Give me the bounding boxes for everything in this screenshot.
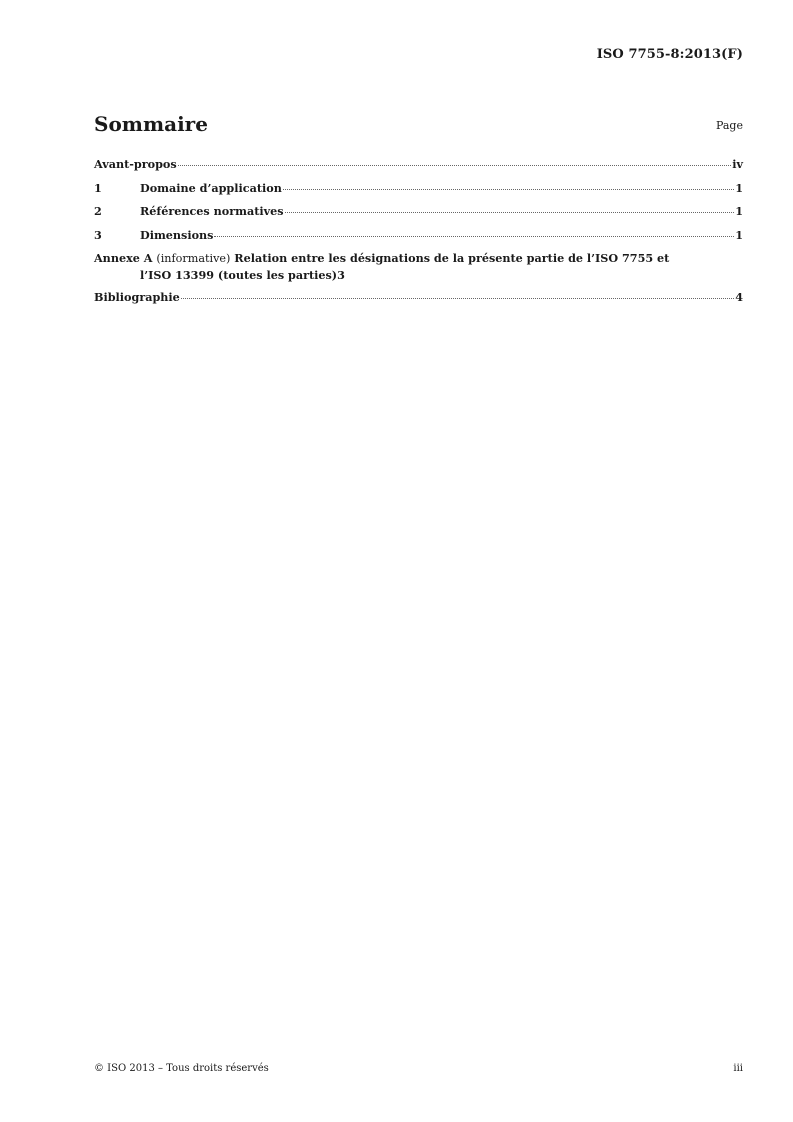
- toc-entry-label: Avant-propos: [94, 157, 177, 171]
- toc-header: [94, 111, 743, 141]
- dot-leader: [178, 155, 732, 166]
- toc-entry-label: Dimensions: [140, 227, 214, 242]
- toc-entry-page: 1: [735, 204, 743, 218]
- toc-entry-page: 4: [735, 290, 743, 304]
- toc-entry-annex-a[interactable]: [94, 250, 743, 283]
- annex-title-line2: [94, 267, 743, 283]
- toc-entry-number: 1: [94, 180, 102, 195]
- table-of-contents: [94, 156, 743, 313]
- dot-leader: [181, 288, 734, 299]
- toc-entry-label: Bibliographie: [94, 290, 180, 304]
- toc-entry-bibliographie[interactable]: [94, 289, 743, 313]
- annex-title-part1: Relation entre les désignations de la présente partie de l’ISO 7755 et: [234, 251, 670, 265]
- dot-leader: [283, 179, 734, 190]
- toc-entry-page: iv: [732, 157, 743, 171]
- toc-entry-number: 2: [94, 204, 102, 218]
- annex-title-line1: [94, 250, 743, 267]
- annex-title-part2: l’ISO 13399 (toutes les parties): [140, 268, 338, 282]
- annex-prefix: Annexe A: [94, 251, 153, 265]
- copyright-notice: © ISO 2013 – Tous droits réservés: [94, 1063, 269, 1074]
- page-number: iii: [733, 1063, 743, 1074]
- toc-entry-label: Domaine d’application: [140, 180, 282, 195]
- toc-entry-label: Références normatives: [140, 204, 284, 218]
- page-title: Sommaire: [94, 112, 208, 136]
- document-identifier: ISO 7755-8:2013(F): [596, 47, 743, 62]
- annex-qualifier: (informative): [156, 252, 231, 265]
- dot-leader: [285, 202, 735, 213]
- toc-entry-references[interactable]: [94, 203, 743, 227]
- toc-entry-page: 1: [735, 180, 743, 195]
- toc-entry-domaine[interactable]: [94, 180, 743, 204]
- toc-entry-number: 3: [94, 227, 102, 242]
- toc-entry-dimensions[interactable]: [94, 227, 743, 251]
- toc-entry-page: 1: [735, 227, 743, 242]
- dot-leader: [214, 226, 734, 237]
- page-column-label: Page: [715, 119, 743, 132]
- toc-entry-avant-propos[interactable]: [94, 156, 743, 180]
- toc-entry-page: 3: [337, 268, 345, 282]
